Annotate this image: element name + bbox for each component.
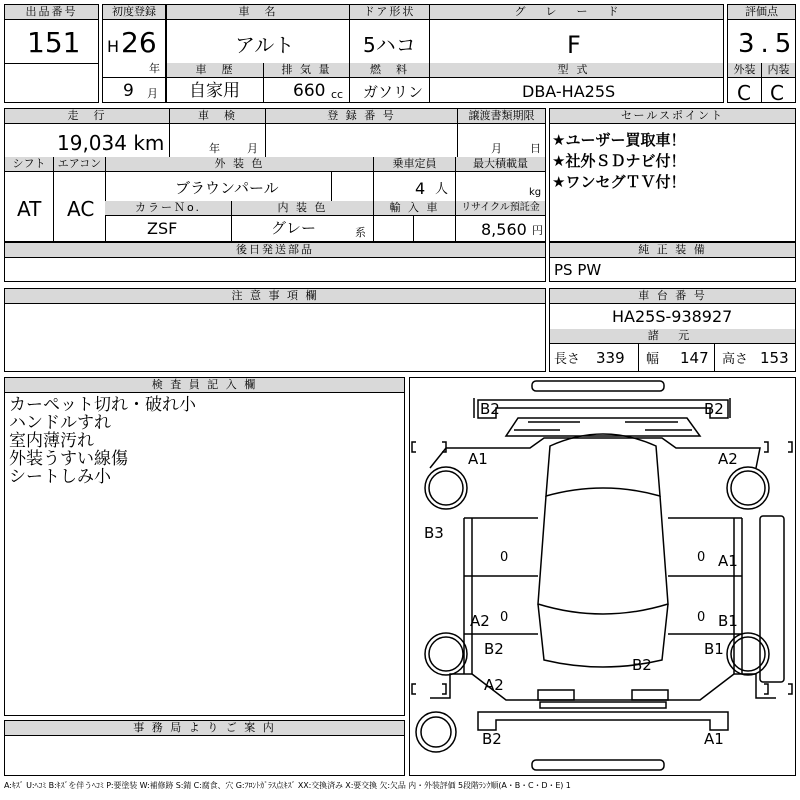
ext-color-label: 外 装 色: [105, 157, 373, 172]
transfer-month-unit: 月: [491, 142, 502, 155]
score-box: [727, 4, 796, 103]
score-label: 評価点: [728, 5, 795, 20]
sales-label: セールスポイント: [550, 109, 795, 124]
dims-label: 諸 元: [550, 329, 795, 344]
sales-point: ★ユーザー買取車！: [552, 131, 686, 149]
height-label: 高さ: [722, 352, 749, 367]
ac-label: エアコン: [53, 157, 105, 172]
fuel: ガソリン: [363, 83, 424, 101]
inspection-year-unit: 年: [209, 142, 220, 155]
month-unit: 月: [147, 87, 158, 100]
history-label: 車 歴: [167, 63, 263, 78]
ext-color: ブラウンパール: [175, 179, 279, 197]
width-label: 幅: [646, 352, 660, 367]
fuel-label: 燃 料: [349, 63, 429, 78]
later-parts-label: 後日発送部品: [5, 243, 545, 258]
year-unit: 年: [149, 62, 160, 75]
exterior-grade: C: [737, 81, 751, 105]
first-reg-label: 初度登録: [103, 5, 165, 20]
length-value: 339: [596, 349, 625, 367]
damage-mark-right-quarter: B1: [704, 640, 724, 658]
damage-mark-front-right: B2: [704, 400, 724, 418]
reg-year: 26: [121, 26, 157, 59]
damage-mark-front-left: B2: [480, 400, 500, 418]
history: 自家用: [189, 81, 240, 101]
damage-mark-left-rear-door: A2: [470, 612, 490, 630]
damage-mark-rear-right: A1: [704, 730, 724, 748]
mileage-label: 走 行: [5, 109, 169, 124]
vehicle-info-box: [166, 4, 724, 103]
exterior-label: 外装: [728, 63, 761, 78]
chassis-label: 車 台 番 号: [550, 289, 795, 304]
shift-label: シフト: [5, 157, 53, 172]
caution-label: 注 意 事 項 欄: [5, 289, 545, 304]
inspector-label: 検 査 員 記 入 欄: [5, 378, 404, 393]
load-label: 最大積載量: [455, 157, 545, 172]
recycle-unit: 円: [532, 224, 543, 237]
office-box: [4, 720, 405, 776]
inspector-note: シートしみ小: [9, 467, 111, 487]
grade: F: [567, 31, 581, 59]
car-name-label: 車 名: [167, 5, 349, 20]
int-color: グレー: [271, 219, 317, 237]
transfer-day-unit: 日: [530, 142, 541, 155]
sales-point: ★ワンセグＴＶ付！: [552, 173, 686, 191]
interior-grade: C: [770, 81, 784, 105]
damage-mark-right-fender: A2: [718, 450, 738, 468]
int-color-unit: 系: [355, 226, 366, 239]
lot-box: [4, 4, 99, 103]
door-label: ドア形状: [349, 5, 429, 20]
sales-points-box: [549, 108, 796, 242]
damage-mark-right-rear-door: B1: [718, 612, 738, 630]
damage-mark-left-front-door: B3: [424, 524, 444, 542]
damage-mark-left-fender: A1: [468, 450, 488, 468]
zero-mark-right: 0: [697, 550, 706, 565]
length-label: 長さ: [554, 352, 581, 367]
load-unit: kg: [529, 187, 542, 198]
transfer-label: 譲渡書類期限: [457, 109, 545, 124]
model-label: 型式: [429, 63, 723, 78]
displacement-unit: cc: [331, 88, 344, 101]
chassis-number: HA25S-938927: [612, 307, 733, 326]
genuine-equipment-box: [549, 242, 796, 282]
model: DBA-HA25S: [522, 82, 616, 101]
damage-mark-left-quarter: B2: [484, 640, 504, 658]
seats-label: 乗車定員: [373, 157, 455, 172]
reg-month: 9: [123, 81, 134, 101]
car-outline-svg: [410, 378, 795, 775]
inspection-month-unit: 月: [247, 142, 258, 155]
lot-label: 出品番号: [5, 5, 98, 20]
interior-label: 内装: [761, 63, 795, 78]
zero-mark-left: 0: [500, 550, 509, 565]
legend: A:ｷｽﾞ U:ﾍｺﾐ B:ｷｽﾞを伴うﾍｺﾐ P:要塗装 W:補修跡 S:錆 C:腐食、穴 G:ﾌﾛﾝﾄｶﾞﾗｽ点ｷｽﾞ XX:交換済み X:要交換 欠:欠品 内・外装評価 5段階ﾗﾝｸ順(A・B・C・D・E) 1: [4, 781, 571, 790]
damage-mark-roof-rear: B2: [632, 656, 652, 674]
grade-label: グレード: [429, 5, 723, 20]
mileage: 19,034 km: [57, 131, 165, 155]
office-label: 事 務 局 よ り ご 案 内: [5, 721, 404, 736]
int-color-label: 内 装 色: [231, 201, 373, 216]
damage-diagram: [409, 377, 796, 776]
inspector-note: 室内薄汚れ: [9, 431, 94, 451]
damage-mark-left-rear: A2: [484, 676, 504, 694]
color-no-label: カラーＮo.: [105, 201, 231, 216]
zero-mark-right-rear: 0: [697, 610, 706, 625]
zero-mark-left-rear: 0: [500, 610, 509, 625]
inspection-label: 車 検: [169, 109, 265, 124]
inspector-note: カーペット切れ・破れ小: [9, 395, 196, 415]
inspector-box: [4, 377, 405, 716]
score: 3.5: [738, 29, 798, 59]
genuine-label: 純 正 装 備: [550, 243, 795, 258]
shift: AT: [17, 197, 42, 221]
damage-mark-right-front-door: A1: [718, 552, 738, 570]
displacement-label: 排 気 量: [263, 63, 349, 78]
height-value: 153: [760, 349, 789, 367]
width-value: 147: [680, 349, 709, 367]
color-no: ZSF: [147, 219, 178, 238]
displacement: 660: [293, 81, 326, 101]
first-registration-box: [102, 4, 166, 103]
recycle-fee: 8,560: [481, 220, 527, 239]
import-label: 輸 入 車: [373, 201, 455, 216]
caution-box: [4, 288, 546, 372]
inspector-note: 外装うすい線傷: [9, 449, 128, 469]
era: H: [107, 37, 120, 56]
lot-number: 151: [27, 26, 81, 59]
later-parts-box: [4, 242, 546, 282]
recycle-label: リサイクル預託金: [455, 201, 545, 216]
seats-unit: 人: [435, 182, 449, 197]
seats: 4: [415, 179, 426, 198]
registration-label: 登 録 番 号: [265, 109, 457, 124]
door-type: 5ハコ: [363, 33, 416, 57]
genuine-equipment: PS PW: [554, 261, 602, 279]
details-box: [4, 108, 546, 242]
sales-point: ★社外ＳＤナビ付！: [552, 152, 686, 170]
chassis-box: [549, 288, 796, 372]
damage-mark-rear-left: B2: [482, 730, 502, 748]
inspector-note: ハンドルすれ: [9, 413, 111, 433]
ac: AC: [67, 197, 95, 221]
car-name: アルト: [235, 33, 295, 57]
